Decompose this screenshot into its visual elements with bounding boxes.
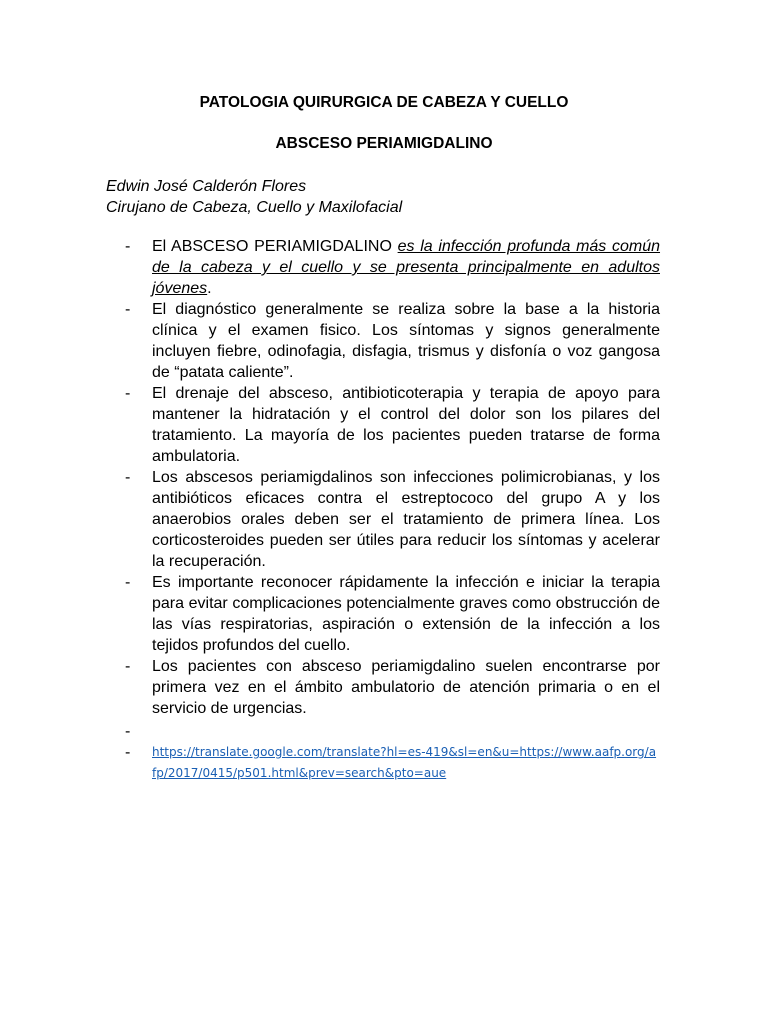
bullet-marker: - xyxy=(125,723,131,740)
bullet-item-reference xyxy=(125,742,665,784)
author-role: Cirujano de Cabeza, Cuello y Maxilofacial xyxy=(106,199,403,216)
bullet-text: El diagnóstico generalmente se realiza sobre la base a la historia clínica y el examen fisico. Los síntomas y signos generalmente incluyen fiebre, odinofagia, disfagia, trismus y disfonía o voz gangosa de “patata caliente”. xyxy=(152,301,660,381)
document-subtitle: ABSCESO PERIAMIGDALINO xyxy=(275,135,493,152)
bullet-text xyxy=(152,236,660,299)
bullet-item-1 xyxy=(125,236,665,299)
bullet-item-5 xyxy=(125,572,665,656)
bullet-marker: - xyxy=(125,744,131,761)
bullet-text: El drenaje del absceso, antibioticoterapia y terapia de apoyo para mantener la hidratación y el control del dolor son los pilares del tratamiento. La mayoría de los pacientes pueden tratarse de forma ambulatoria. xyxy=(152,385,660,465)
bullet-marker: - xyxy=(125,658,131,675)
bullet-tail: . xyxy=(207,280,212,297)
bullet-marker: - xyxy=(125,574,131,591)
bullet-item-3 xyxy=(125,383,665,467)
reference-link[interactable]: https://translate.google.com/translate?hl=es-419&sl=en&u=https://www.aafp.org/afp/2017/0415/p501.html&prev=search&pto=aue xyxy=(152,745,657,780)
bullet-list xyxy=(125,236,665,784)
bullet-marker: - xyxy=(125,301,131,318)
author-block xyxy=(106,176,402,218)
bullet-text: Es importante reconocer rápidamente la infección e iniciar la terapia para evitar complicaciones potencialmente graves como obstrucción de las vías respiratorias, aspiración o extensión de la infección a los tejidos profundos del cuello. xyxy=(152,574,660,654)
bullet-text: Los pacientes con absceso periamigdalino suelen encontrarse por primera vez en el ámbito ambulatorio de atención primaria o en el servicio de urgencias. xyxy=(152,658,660,717)
bullet-emphasis: es la infección profunda más común de la cabeza y el cuello y se presenta principalmente en adultos jóvenes xyxy=(152,238,661,297)
bullet-marker: - xyxy=(125,385,131,402)
bullet-item-6 xyxy=(125,656,665,719)
bullet-item-empty xyxy=(125,721,665,742)
author-name: Edwin José Calderón Flores xyxy=(106,178,307,195)
bullet-item-4 xyxy=(125,467,665,572)
bullet-item-2 xyxy=(125,299,665,383)
bullet-marker: - xyxy=(125,238,131,255)
bullet-marker: - xyxy=(125,469,131,486)
bullet-lead: El ABSCESO PERIAMIGDALINO xyxy=(152,238,398,255)
bullet-text: Los abscesos periamigdalinos son infecciones polimicrobianas, y los antibióticos eficaces contra el estreptococo del grupo A y los anaerobios orales deben ser el tratamiento de primera línea. Los corticosteroides pueden ser útiles para reducir los síntomas y acelerar la recuperación. xyxy=(152,469,660,570)
document-title: PATOLOGIA QUIRURGICA DE CABEZA Y CUELLO xyxy=(199,94,569,111)
